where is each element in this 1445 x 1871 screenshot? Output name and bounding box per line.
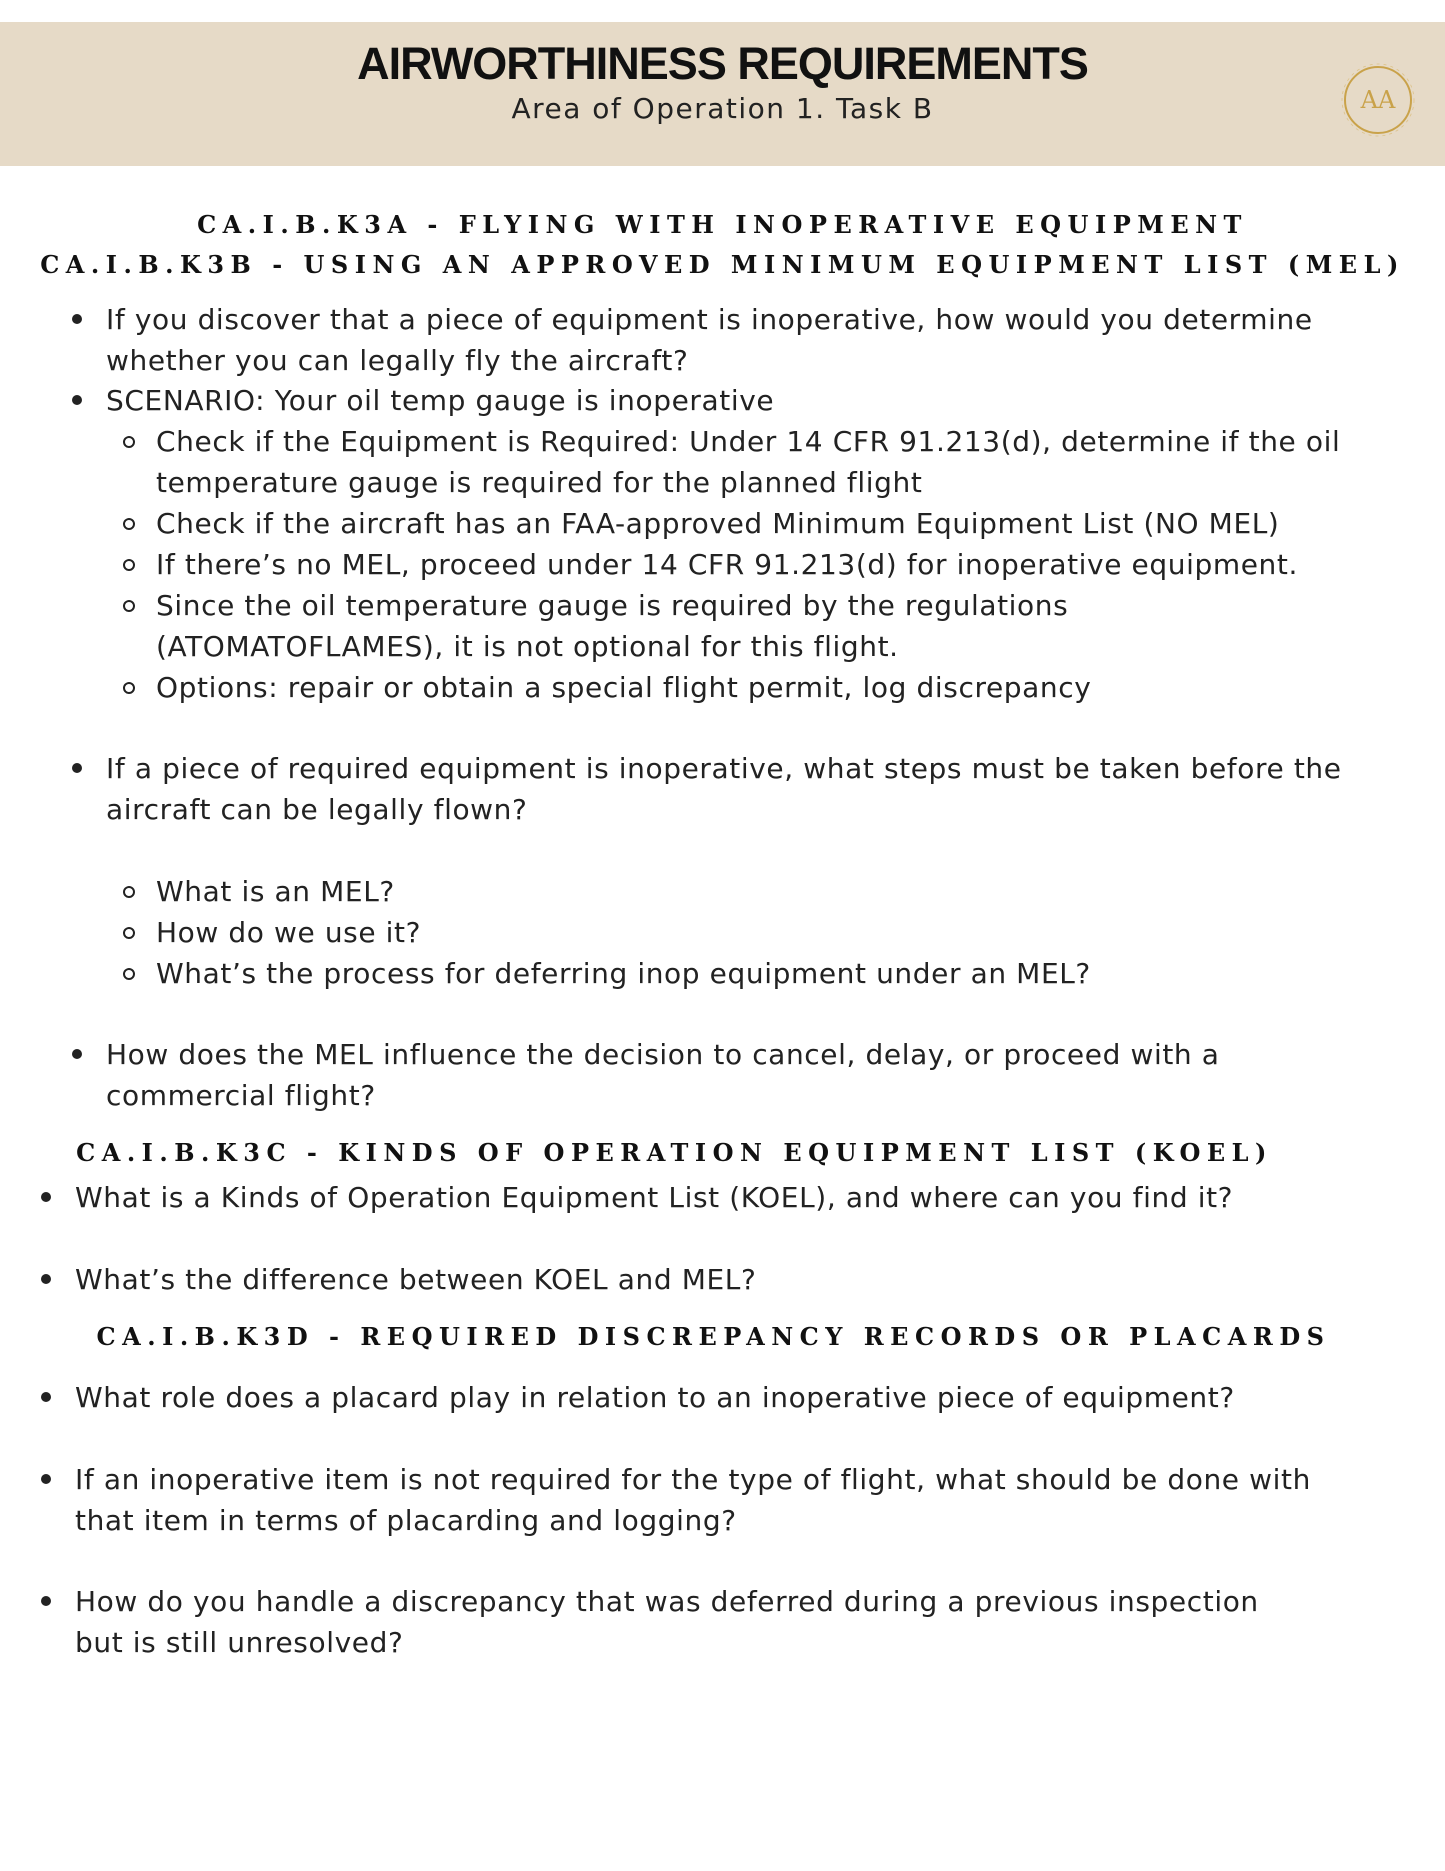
sub-question: What’s the process for deferring inop equipment under an MEL? bbox=[156, 957, 1091, 990]
bullet-icon bbox=[41, 1474, 51, 1484]
question-line: How does the MEL influence the decision to cancel, delay, or proceed with a bbox=[106, 1038, 1220, 1071]
bullet-icon bbox=[41, 1596, 51, 1606]
monogram-logo-icon bbox=[1336, 58, 1420, 142]
question-line: What’s the difference between KOEL and MEL? bbox=[75, 1263, 757, 1296]
section-heading-k3c: CA.I.B.K3C - KINDS OF OPERATION EQUIPMENT LIST (KOEL) bbox=[76, 1138, 1273, 1167]
scenario-item: Check if the aircraft has an FAA-approved Minimum Equipment List (NO MEL) bbox=[156, 507, 1280, 540]
bullet-icon bbox=[72, 1049, 82, 1059]
bullet-icon bbox=[72, 314, 82, 324]
sub-question: What is an MEL? bbox=[156, 875, 395, 908]
question-line: whether you can legally fly the aircraft? bbox=[106, 344, 689, 377]
bullet-icon bbox=[41, 1192, 51, 1202]
question-line: How do you handle a discrepancy that was deferred during a previous inspection bbox=[75, 1585, 1259, 1618]
question-line: What role does a placard play in relation to an inoperative piece of equipment? bbox=[75, 1381, 1235, 1414]
question-line: What is a Kinds of Operation Equipment List (KOEL), and where can you find it? bbox=[75, 1181, 1234, 1214]
bullet-icon bbox=[72, 395, 82, 405]
question-line: If a piece of required equipment is inoperative, what steps must be taken before the bbox=[106, 752, 1342, 785]
sub-bullet-icon bbox=[123, 518, 135, 530]
sub-bullet-icon bbox=[123, 927, 135, 939]
scenario-item: Options: repair or obtain a special flight permit, log discrepancy bbox=[156, 671, 1092, 704]
question-line: but is still unresolved? bbox=[75, 1626, 404, 1659]
logo-text: AA bbox=[1360, 86, 1396, 114]
section-heading-k3a: CA.I.B.K3A - FLYING WITH INOPERATIVE EQUIPMENT bbox=[197, 210, 1248, 239]
question-line: If you discover that a piece of equipment is inoperative, how would you determine bbox=[106, 303, 1313, 336]
question-line: If an inoperative item is not required for the type of flight, what should be done with bbox=[75, 1463, 1311, 1496]
sub-bullet-icon bbox=[123, 968, 135, 980]
sub-bullet-icon bbox=[123, 600, 135, 612]
bullet-icon bbox=[41, 1274, 51, 1284]
section-heading-k3b: CA.I.B.K3B - USING AN APPROVED MINIMUM EQUIPMENT LIST (MEL) bbox=[40, 250, 1405, 279]
scenario-item: Since the oil temperature gauge is required by the regulations bbox=[156, 589, 1069, 622]
question-line: aircraft can be legally flown? bbox=[106, 793, 528, 826]
scenario-item: temperature gauge is required for the planned flight bbox=[156, 466, 923, 499]
page-subtitle: Area of Operation 1. Task B bbox=[511, 92, 934, 125]
scenario-item: (ATOMATOFLAMES), it is not optional for this flight. bbox=[156, 630, 899, 663]
section-heading-k3d: CA.I.B.K3D - REQUIRED DISCREPANCY RECORDS OR PLACARDS bbox=[96, 1322, 1331, 1351]
sub-bullet-icon bbox=[123, 682, 135, 694]
sub-bullet-icon bbox=[123, 559, 135, 571]
question-line: that item in terms of placarding and logging? bbox=[75, 1504, 737, 1537]
page-title: AIRWORTHINESS REQUIREMENTS bbox=[357, 38, 1088, 89]
question-line: commercial flight? bbox=[106, 1079, 376, 1112]
scenario-item: If there’s no MEL, proceed under 14 CFR 91.213(d) for inoperative equipment. bbox=[156, 548, 1298, 581]
sub-bullet-icon bbox=[123, 436, 135, 448]
scenario-item: Check if the Equipment is Required: Under 14 CFR 91.213(d), determine if the oil bbox=[156, 425, 1341, 458]
bullet-icon bbox=[41, 1392, 51, 1402]
sub-bullet-icon bbox=[123, 886, 135, 898]
bullet-icon bbox=[72, 763, 82, 773]
sub-question: How do we use it? bbox=[156, 916, 422, 949]
scenario-line: SCENARIO: Your oil temp gauge is inoperative bbox=[106, 384, 775, 417]
